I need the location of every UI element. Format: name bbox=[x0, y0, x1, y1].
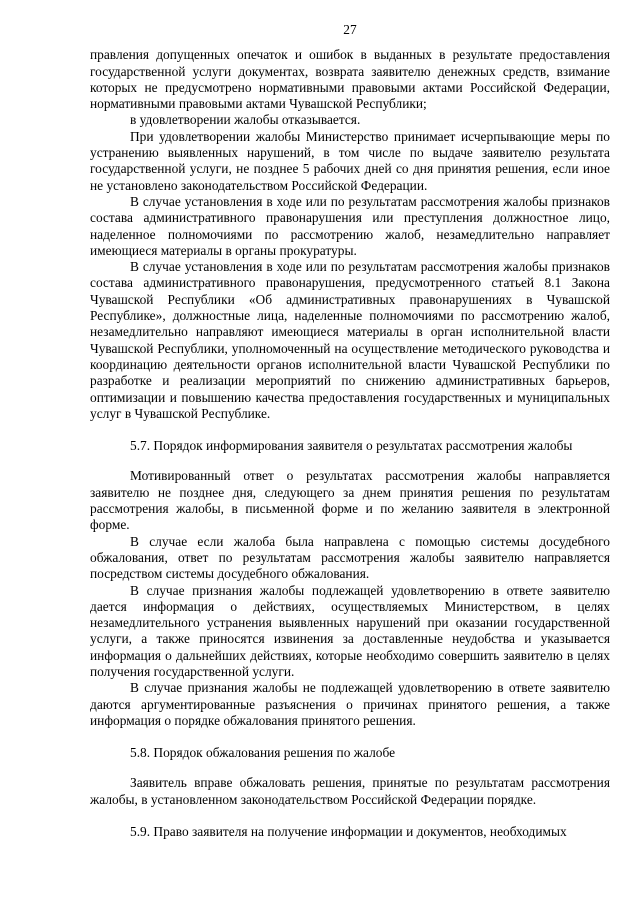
paragraph: правления допущенных опечаток и ошибок в выданных в результате предоставления государственной услуги документах, возврата заявителю денежных средств, взимание которых не предусмотрено нормативными правовыми актами Российской Федерации, нормативными правовыми актами Чувашской Республики; bbox=[90, 47, 610, 112]
paragraph: При удовлетворении жалобы Министерство принимает исчерпывающие меры по устранению выявленных нарушений, в том числе по выдаче заявителю результата государственной услуги, не позднее 5 рабочих дней со дня принятия решения, если иное не установлено законодательством Российской Федерации. bbox=[90, 128, 610, 193]
document-page bbox=[90, 22, 610, 854]
paragraph: В случае признания жалобы не подлежащей удовлетворению в ответе заявителю даются аргументированные разъяснения о причинах принятого решения, а также информация о порядке обжалования принятого решения. bbox=[90, 680, 610, 728]
paragraph: Мотивированный ответ о результатах рассмотрения жалобы направляется заявителю не позднее дня, следующего за днем принятия решения по результатам рассмотрения жалобы, в письменной форме и по желанию заявителя в электронной форме. bbox=[90, 468, 610, 533]
paragraph: Заявитель вправе обжаловать решения, принятые по результатам рассмотрения жалобы, в установленном законодательством Российской Федерации порядке. bbox=[90, 775, 610, 807]
section-heading-5-8: 5.8. Порядок обжалования решения по жалобе bbox=[130, 745, 396, 761]
paragraph: В случае признания жалобы подлежащей удовлетворению в ответе заявителю дается информация о действиях, осуществляемых Министерством, в целях незамедлительного устранения выявленных нарушений при оказании государственной услуги, а также приносятся извинения за доставленные неудобства и указывается информация о дальнейших действиях, которые необходимо совершить заявителю в целях получения государственной услуги. bbox=[90, 582, 610, 679]
section-heading-5-9: 5.9. Право заявителя на получение информации и документов, необходимых bbox=[130, 824, 567, 840]
page-number: 27 bbox=[343, 22, 357, 37]
section-heading-5-7: 5.7. Порядок информирования заявителя о результатах рассмотрения жалобы bbox=[130, 438, 573, 454]
paragraph: В случае установления в ходе или по результатам рассмотрения жалобы признаков состава административного правонарушения, предусмотренного статьей 8.1 Закона Чувашской Республики «Об административных правонарушениях в Чувашской Республике», должностные лица, наделенные полномочиями по рассмотрению жалоб, незамедлительно направляют имеющиеся материалы в орган исполнительной власти Чувашской Республики, уполномоченный на осуществление методического руководства и координацию деятельности органов исполнительной власти Чувашской Республики по разработке и реализации мероприятий по снижению административных барьеров, оптимизации и повышению качества предоставления государственных и муниципальных услуг в Чувашской Республике. bbox=[90, 259, 610, 421]
paragraph: в удовлетворении жалобы отказывается. bbox=[130, 112, 361, 128]
paragraph: В случае установления в ходе или по результатам рассмотрения жалобы признаков состава административного правонарушения или преступления должностное лицо, наделенное полномочиями по рассмотрению жалоб, незамедлительно направляет имеющиеся материалы в органы прокуратуры. bbox=[90, 193, 610, 258]
paragraph: В случае если жалоба была направлена с помощью системы досудебного обжалования, ответ по результатам рассмотрения жалобы заявителю направляется посредством системы досудебного обжалования. bbox=[90, 533, 610, 582]
